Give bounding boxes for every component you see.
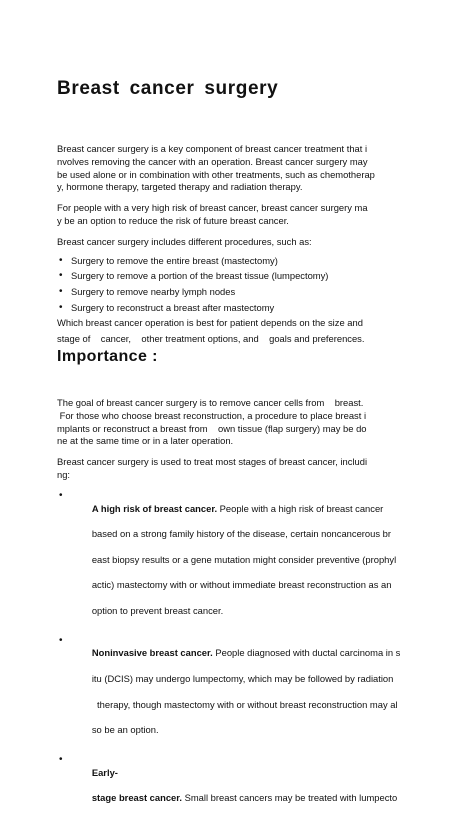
item-heading: Noninvasive breast cancer. (91, 647, 213, 659)
list-item: • Surgery to reconstruct a breast after mastectomy (57, 302, 414, 315)
item-text: so be an option. (91, 724, 159, 736)
item-heading: Early- (91, 766, 118, 778)
page-title: Breast cancer surgery (57, 78, 279, 99)
item-text: Small breast cancers may be treated with lumpecto (182, 792, 398, 804)
list-item (57, 490, 414, 631)
paragraph-line: Breast cancer surgery includes different procedures, such as: (57, 235, 312, 247)
item-text: based on a strong family history of the disease, certain noncancerous br (91, 528, 391, 540)
item-text: option to prevent breast cancer. (91, 604, 224, 616)
item-text: east biopsy results or a gene mutation might consider preventive (prophyl (91, 553, 397, 565)
item-text: itu (DCIS) may undergo lumpectomy, which may be followed by radiation (91, 672, 394, 684)
paragraph-line: mplants or reconstruct a breast from own tissue (flap surgery) may be do (57, 422, 367, 434)
stage-list (57, 490, 414, 818)
importance-section (57, 397, 414, 818)
paragraph-line: Breast cancer surgery is a key component of breast cancer treatment that i (57, 143, 368, 154)
paragraph-line: ne at the same time or in a later operation. (57, 435, 234, 447)
paragraph-line: y be an option to reduce the risk of future breast cancer. (57, 214, 289, 226)
paragraph-line: The goal of breast cancer surgery is to remove cancer cells from breast. (57, 397, 364, 408)
paragraph-line: Which breast cancer operation is best for patient depends on the size and (57, 316, 363, 328)
list-item: • Surgery to remove nearby lymph nodes (57, 286, 414, 299)
item-text: therapy, though mastectomy with or without breast reconstruction may al (91, 698, 398, 710)
paragraph-line: For people with a very high risk of breast cancer, breast cancer surgery ma (57, 202, 368, 214)
item-heading: A high risk of breast cancer. (91, 502, 218, 514)
item-text: People diagnosed with ductal carcinoma in s (212, 647, 401, 659)
paragraph-line: be used alone or in combination with other treatments, such as chemotherap (57, 168, 375, 180)
paragraph-line: stage of cancer, other treatment options, and goals and preferences. (57, 332, 365, 344)
item-text: actic) mastectomy with or without immediate breast reconstruction as an (91, 579, 392, 591)
paragraph-line: Breast cancer surgery is used to treat most stages of breast cancer, includi (57, 456, 368, 468)
list-item: • Surgery to remove the entire breast (mastectomy) (57, 255, 414, 268)
item-text: People with a high risk of breast cancer (217, 502, 384, 514)
item-heading: stage breast cancer. (91, 792, 182, 804)
list-item (57, 754, 414, 818)
intro-section (57, 143, 414, 345)
paragraph-line: nvolves removing the cancer with an operation. Breast cancer surgery may (57, 155, 368, 167)
list-item: • Surgery to remove a portion of the breast tissue (lumpectomy) (57, 270, 414, 283)
section-heading: Importance : (57, 348, 158, 365)
paragraph-line: y, hormone therapy, targeted therapy and radiation therapy. (57, 181, 303, 193)
paragraph-line: ng: (57, 468, 71, 480)
list-item (57, 635, 414, 750)
procedure-list (57, 255, 414, 315)
paragraph-line: For those who choose breast reconstruction, a procedure to place breast i (57, 409, 367, 421)
